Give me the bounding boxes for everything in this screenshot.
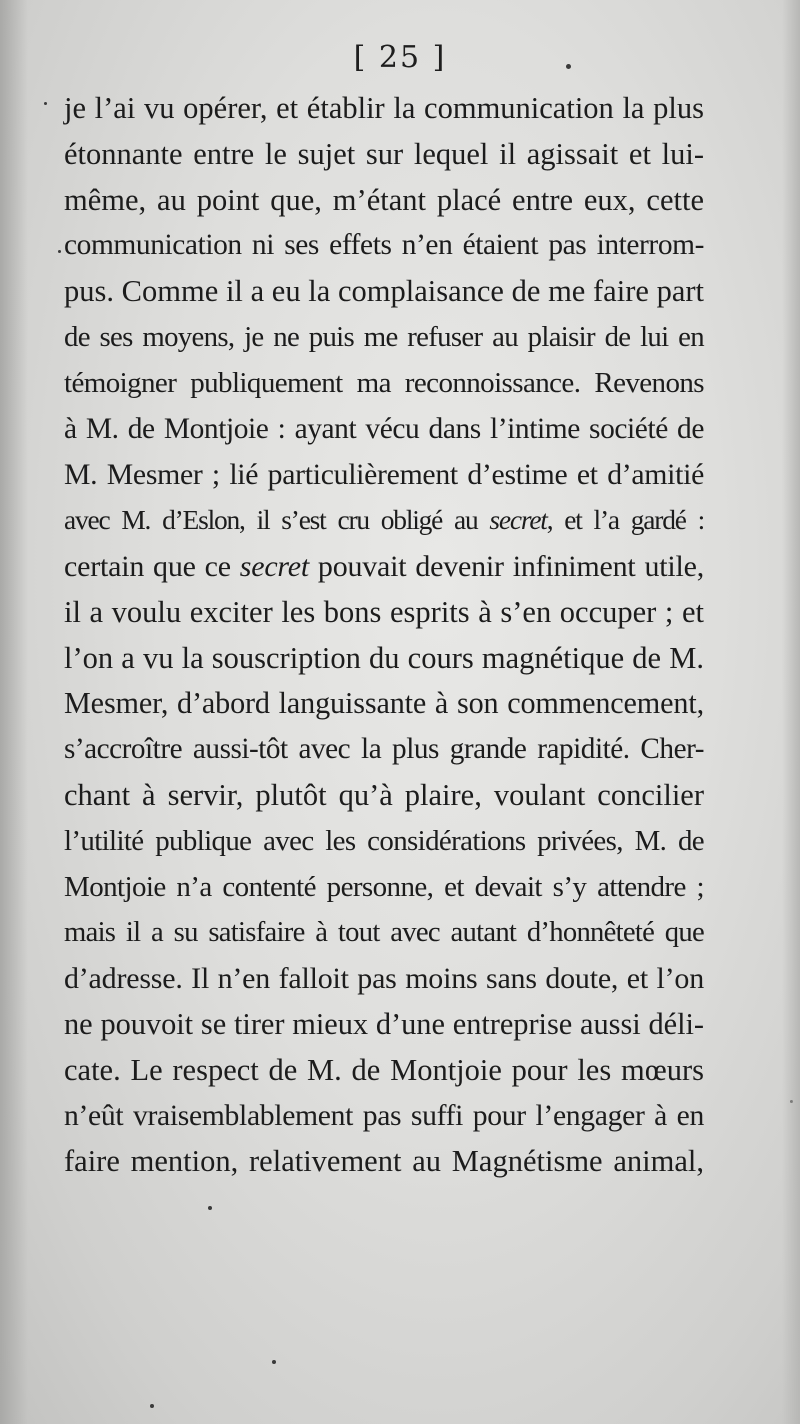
paper-speck <box>272 1360 276 1364</box>
text-line: de ses moyens, je ne puis me refuser au plaisir de lui en <box>64 320 704 353</box>
page-number: [ 25 ] <box>353 40 447 75</box>
text-line: même, au point que, m’étant placé entre eux, cette <box>64 182 704 217</box>
text-line: Mesmer, d’abord languissante à son commencement, <box>64 686 704 721</box>
paper-speck <box>790 1100 793 1103</box>
text-line: faire mention, relativement au Magnétisme animal, <box>64 1144 704 1179</box>
text-line: étonnante entre le sujet sur lequel il agissait et lui- <box>64 136 704 171</box>
text-line: n’eût vraisemblablement pas suffi pour l’engager à en <box>64 1099 704 1132</box>
paper-speck <box>208 1206 212 1210</box>
text-line: communication ni ses effets n’en étaient pas interrom- <box>64 229 704 262</box>
text-line: pus. Comme il a eu la complaisance de me faire part <box>64 274 704 309</box>
italic-word: secret <box>489 505 547 536</box>
text-line: Montjoie n’a contenté personne, et devait s’y attendre ; <box>64 870 704 903</box>
paper-speck <box>58 250 61 253</box>
text-line: à M. de Montjoie : ayant vécu dans l’intime société de <box>64 412 704 445</box>
text-line: chant à servir, plutôt qu’à plaire, voulant concilier <box>64 777 704 812</box>
paper-speck <box>566 64 571 69</box>
text-line: d’adresse. Il n’en falloit pas moins sans doute, et l’on <box>64 962 704 996</box>
body-text <box>64 86 704 1185</box>
text-line: M. Mesmer ; lié particulièrement d’estime et d’amitié <box>64 458 704 492</box>
text-line: l’utilité publique avec les considérations privées, M. de <box>64 824 704 857</box>
text-line: il a voulu exciter les bons esprits à s’en occuper ; et <box>64 594 704 629</box>
text-line: mais il a su satisfaire à tout avec autant d’honnêteté que <box>64 916 704 949</box>
text-line: je l’ai vu opérer, et établir la communication la plus <box>64 91 704 125</box>
italic-word: secret <box>239 549 309 583</box>
text-line: ne pouvoit se tirer mieux d’une entreprise aussi déli- <box>64 1006 704 1041</box>
text-line: témoigner publiquement ma reconnoissance. Revenons <box>64 366 704 399</box>
text-line: l’on a vu la souscription du cours magnétique de M. <box>64 640 704 675</box>
text-line: certain que ce secret pouvait devenir infiniment utile, <box>64 549 704 583</box>
paper-speck <box>44 102 47 105</box>
text-line: cate. Le respect de M. de Montjoie pour les mœurs <box>64 1052 704 1087</box>
text-line: avec M. d’Eslon, il s’est cru obligé au secret, et l’a gardé : <box>64 505 705 536</box>
text-line: s’accroître aussi-tôt avec la plus grande rapidité. Cher- <box>64 733 704 766</box>
paper-speck <box>150 1404 154 1408</box>
